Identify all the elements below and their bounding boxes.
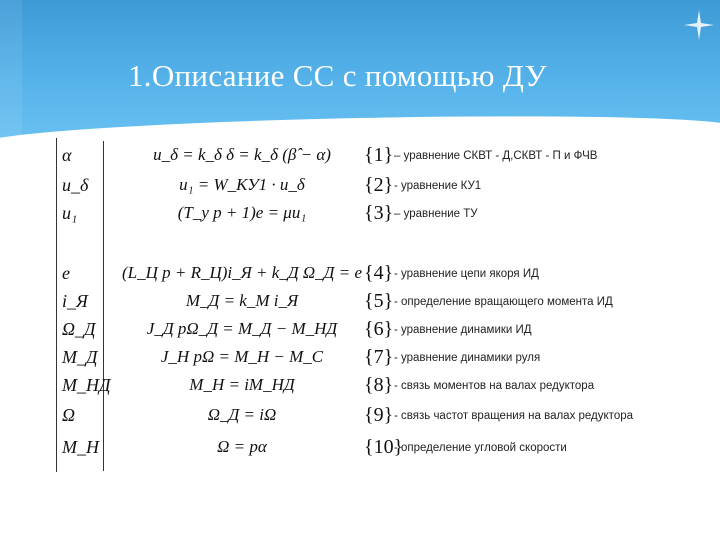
equation-description: - уравнение КУ1: [394, 180, 482, 192]
equation-description: - связь частот вращения на валах редуктора: [394, 410, 634, 422]
variable: M_Д: [62, 347, 98, 367]
equation: Ω_Д = iΩ: [207, 405, 277, 424]
variable: M_Н: [62, 437, 99, 457]
equation-row-7: [56, 346, 666, 372]
equation: M_Н = iM_НД: [189, 375, 295, 394]
equation-row-10: [56, 436, 666, 462]
equation-number: {3}: [364, 202, 394, 224]
equation: u₁ = W_КУ1 · u_δ: [179, 175, 305, 194]
equation-description: - определение вращающего момента ИД: [394, 296, 613, 308]
variable: u₁: [62, 203, 78, 223]
equation-row-3: [56, 202, 666, 228]
equation-number: {2}: [364, 174, 394, 196]
equation-row-1: [56, 144, 666, 170]
equation-description: - определение угловой скорости: [394, 442, 567, 454]
slide-title: 1.Описание СС с помощью ДУ: [128, 58, 547, 93]
equation-number: {5}: [364, 290, 394, 312]
equation-description: - уравнение динамики ИД: [394, 324, 532, 336]
equation-row-9: [56, 404, 666, 430]
equation: u_δ = k_δ δ = k_δ (β̂ − α): [153, 145, 331, 164]
variable: e: [62, 263, 70, 283]
equation-number: {7}: [364, 346, 394, 368]
equation-description: - уравнение динамики руля: [394, 352, 541, 364]
equation-row-5: [56, 290, 666, 316]
sparkle-icon: [682, 8, 716, 42]
equation-number: {1}: [364, 144, 394, 166]
equation-row-6: [56, 318, 666, 344]
equation-number: {4}: [364, 262, 394, 284]
equation: M_Д = k_М i_Я: [185, 291, 299, 310]
equation-description: – уравнение СКВТ - Д,СКВТ - П и ФЧВ: [394, 150, 598, 162]
equation-row-2: [56, 174, 666, 200]
variable: M_НД: [62, 375, 111, 395]
variable: α: [62, 145, 72, 165]
equation: (L_Ц p + R_Ц)i_Я + k_Д Ω_Д = e: [121, 263, 363, 282]
equation: J_Н pΩ = M_Н − M_С: [160, 347, 324, 366]
equation: J_Д pΩ_Д = M_Д − M_НД: [146, 319, 338, 338]
header-band: [0, 0, 22, 150]
equation: (T_у p + 1)e = μu₁: [177, 203, 307, 222]
equation-number: {9}: [364, 404, 394, 426]
equation-table: [56, 138, 666, 476]
variable: Ω_Д: [62, 319, 96, 339]
equation: Ω = pα: [217, 437, 267, 456]
equation-row-4: [56, 262, 666, 288]
variable: Ω: [62, 405, 76, 425]
equation-description: – уравнение ТУ: [394, 208, 478, 220]
equation-number: {8}: [364, 374, 394, 396]
variable: i_Я: [62, 291, 88, 311]
equation-number: {6}: [364, 318, 394, 340]
equation-description: - уравнение цепи якоря ИД: [394, 268, 539, 280]
equation-number: {10}: [364, 436, 404, 458]
equation-row-8: [56, 374, 666, 400]
variable: u_δ: [62, 175, 89, 195]
equation-description: - связь моментов на валах редуктора: [394, 380, 595, 392]
